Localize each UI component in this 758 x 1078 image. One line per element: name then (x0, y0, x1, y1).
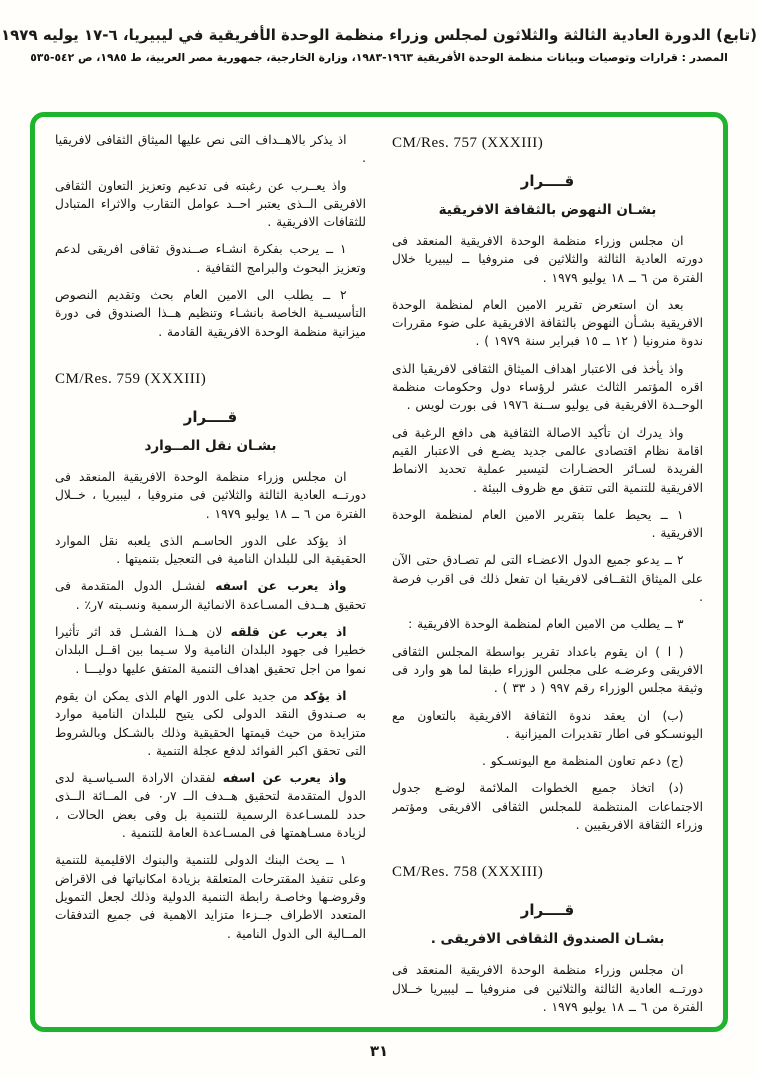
paragraph: ٣ ــ يطلب من الامين العام لمنظمة الوحدة الافريقية : (408, 617, 684, 632)
paragraph: اذ يعرب عن قلقه لان هــذا الفشـل قد اثر تأثيرا خطيرا فى جهود البلدان النامية ولا سـيما بين اقــل البلدان نموا من اجل تحقيق اهداف التنمية المتفق عليها دوليـــا . (55, 625, 366, 676)
paragraph: واذ يأخذ فى الاعتبار اهداف الميثاق الثقافى لافريقيا الذى اقره المؤتمر الثالث عشر لرؤساء دول وحكومات منظمة الوحــدة الافريقية فى يوليو ســنة ١٩٧٦ فى بورت لويس . (392, 361, 703, 413)
page-number: ٣١ (369, 1042, 389, 1060)
resolution-ref: CM/Res. 759 (XXXIII) (55, 370, 207, 387)
session-title: (تابع) الدورة العادية الثالثة والثلاثون لمجلس وزراء منظمة الوحدة الأفريقية في ليبيريا، ٦-١٧ يوليه ١٩٧٩ (1, 26, 757, 44)
paragraph: (ج) دعم تعاون المنظمة مع اليونسـكو . (482, 754, 684, 769)
bold-lead: واذ يعرب عن اسفه (215, 579, 347, 594)
paragraph: واذ يعرب عن اسفه لفشـل الدول المتقدمة فى تحقيق هــدف المسـاعدة الانمائية الرسمية ونسـبته ٧ر٪ . (55, 579, 366, 612)
paragraph: واذ يعــرب عن رغبته فى تدعيم وتعزيز التعاون الثقافى الافريقى الــذى يعتبر احــد عوامل التقارب والاثراء المتبادل للثقافات الافريقية . (55, 178, 366, 230)
page-header (0, 26, 758, 64)
column-right (392, 131, 703, 1017)
paragraph: ان مجلس وزراء منظمة الوحدة الافريقية المنعقد فى دورته العادية الثالثة والثلاثين فى منروفيا ــ ليبيريا خلال الفترة من ٦ ــ ١٨ يوليو ١٩٧٩ . (392, 234, 703, 285)
paragraph: بعد ان استعرض تقرير الامين العام لمنظمة الوحدة الافريقية بشـأن النهوض بالثقافة الافريقية على ضوء مقررات ندوة منرونيا ( ١٢ ــ ١٥ فبراير سنة ١٩٧٩ ) . (392, 297, 703, 349)
paragraph: واذ يدرك ان تأكيد الاصالة الثقافية هى دافع الرغبة فى اقامة نظام اقتصادى عالمى جديد يضـع فى الاعتبار القيم الفريدة لسـائر الحضـارات لتيسير عملية تحديد الانماط الافريقية للتنمية التى تتفق مع ظروف البيئة . (392, 425, 703, 495)
paragraph: ( ا ) ان يقوم باعداد تقرير بواسطة المجلس الثقافى الافريقى وعرضـه على مجلس الوزراء طبقا لما هو وارد فى وثيقة مجلس الوزراء رقم ٩٩٧ ( د ٣٣ ) . (392, 644, 703, 696)
resolution-title: قــــرار (520, 901, 575, 920)
paragraph: (د) اتخاذ جميع الخطوات الملائمة لوضـع جدول الاجتماعات المنتظمة للمجلس الثقافى الافريقى ومؤتمر وزراء الثقافة الافريقيين . (392, 781, 703, 833)
paragraph: واذ يعرب عن اسفه لفقدان الارادة السـياسـية لدى الدول المتقدمة لتحقيق هــدف الــ ٧ر٠ فى المــائة الــذى حدد للمسـاعدة الرسمية للتنمية بل وفى بعض الحالات ، لزيادة مسـاهمتها فى المسـاعدة العامة للتنمية . (55, 771, 366, 841)
paragraph: ١ ــ يحث البنك الدولى للتنمية والبنوك الاقليمية للتنمية وعلى تنفيذ المقترحات المتعلقة بزيادة امكانياتها فى الاقراض وقروضـها وخاصـة رابطة التنمية الدولية وذلك لجعل التمويل المتعدد الاطراف جــزءا متزايد الاهمية فى جميع التدفقات المــالية الى الدول النامية . (55, 853, 366, 941)
paragraph: ١ ــ يحيط علما بتقرير الامين العام لمنظمة الوحدة الافريقية . (392, 507, 703, 541)
paragraph: ١ ــ يرحب بفكرة انشـاء صــندوق ثقافى افريقى لدعم وتعزيز البحوث والبرامج الثقافية . (55, 242, 366, 275)
bold-lead: اذ يؤكد (303, 688, 347, 703)
paragraph: ان مجلس وزراء منظمة الوحدة الافريقية المنعقد فى دورتــه العادية الثالثة والثلاثين فى منروفيا ــ ليبيريا خــلال الفترة من ٦ ــ ١٨ يوليو ١٩٧٩ . (392, 963, 703, 1014)
resolution-title: قــــرار (520, 172, 575, 190)
resolution-subtitle: بشـان نقل المــوارد (144, 437, 277, 454)
paragraph: ٢ ــ يطلب الى الامين العام بحث وتقديم النصوص التأسيسـية الخاصة بانشـاء وتنظيم هــذا الصندوق فى دورة ميزانية منظمة الوحدة الافريقية القادمة . (55, 288, 366, 339)
paragraph: اذ يذكر بالاهــداف التى نص عليها الميثاق الثقافى لافريقيا . (55, 133, 366, 166)
source-citation: المصدر : قرارات وتوصيات وبيانات منظمة الوحدة الأفريقية ١٩٦٣-١٩٨٣، وزارة الخارجية، جمهورية مصر العربية، ط ١٩٨٥، ص ٥٤٢-٥٣٥ (30, 51, 728, 64)
resolution-ref: CM/Res. 758 (XXXIII) (392, 864, 544, 881)
bold-lead: واذ يعرب عن اسفه (222, 771, 347, 786)
resolution-subtitle: بشـان الصندوق الثقافى الافريقى . (430, 931, 665, 948)
paragraph: (ب) ان يعقد ندوة الثقافة الافريقية بالتعاون مع اليونسـكو فى اطار تقديرات الميزانية . (392, 708, 703, 741)
column-left (55, 131, 366, 1017)
paragraph: اذ يؤكد من جديد على الدور الهام الذى يمكن ان يقوم به صـندوق النقد الدولى لكى يتيح للبلدان النامية موارد متزايدة من حيث قيمتها الحقيقية وذلك بالشـكل وبالشروط التى تحقق اكبر الفوائد لدفع عجلة التنمية . (55, 688, 366, 758)
resolution-ref: CM/Res. 757 (XXXIII) (392, 135, 544, 151)
green-frame (30, 112, 728, 1032)
two-column-layout (55, 131, 703, 1017)
paragraph: اذ يؤكد على الدور الحاسـم الذى يلعبه نقل الموارد الحقيقية الى للبلدان النامية فى التعجيل بتنميتها . (55, 533, 366, 567)
bold-lead: اذ يعرب عن قلقه (230, 625, 347, 640)
paragraph: ٢ ــ يدعو جميع الدول الاعضـاء التى لم تصـادق حتى الآن على الميثاق الثقــافى لافريقيا ان تفعل ذلك فى اقرب فرصة . (392, 553, 703, 605)
resolution-title: قــــرار (183, 407, 238, 426)
paragraph: ان مجلس وزراء منظمة الوحدة الافريقية المنعقد فى دورتــه العادية الثالثة والثلاثين فى منروفيا ، ليبيريا ، خــلال الفترة من ٦ ــ ١٨ يوليو ١٩٧٩ . (55, 469, 366, 521)
resolution-subtitle: بشـان النهوض بالثقافة الافريقية (438, 202, 657, 218)
